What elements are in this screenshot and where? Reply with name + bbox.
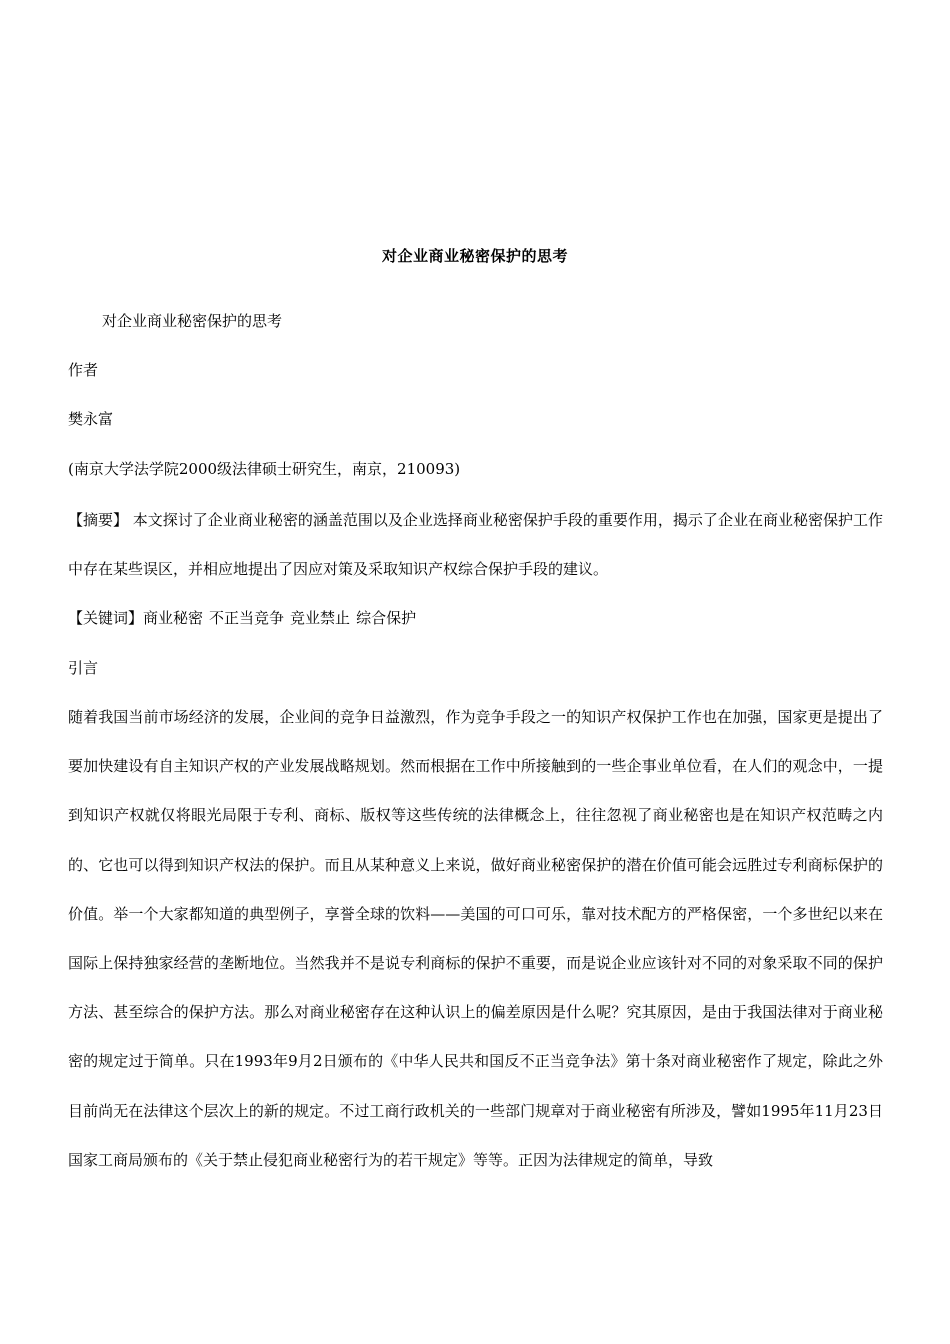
abstract-text: 本文探讨了企业商业秘密的涵盖范围以及企业选择商业秘密保护手段的重要作用，揭示了企业在商业秘密保护工作中存在某些误区，并相应地提出了因应对策及采取知识产权综合保护手段的建议。 xyxy=(68,511,883,579)
document-subtitle: 对企业商业秘密保护的思考 xyxy=(102,312,283,330)
author-label: 作者 xyxy=(68,361,99,379)
author-name: 樊永富 xyxy=(68,410,114,428)
keyword: 竞业禁止 xyxy=(290,609,351,627)
keyword: 商业秘密 xyxy=(143,609,204,627)
keyword: 不正当竞争 xyxy=(209,609,285,627)
keyword: 综合保护 xyxy=(356,609,417,627)
keywords xyxy=(68,607,883,629)
body-paragraph: 随着我国当前市场经济的发展，企业间的竞争日益激烈，作为竞争手段之一的知识产权保护工作也在加强，国家更是提出了要加快建设有自主知识产权的产业发展战略规划。然而根据在工作中所接触到的一些企事业单位看，在人们的观念中，一提到知识产权就仅将眼光局限于专利、商标、版权等这些传统的法律概念上，往往忽视了商业秘密也是在知识产权范畴之内的、它也可以得到知识产权法的保护。而且从某种意义上来说，做好商业秘密保护的潜在价值可能会远胜过专利商标保护的价值。举一个大家都知道的典型例子，享誉全球的饮料——美国的可口可乐，靠对技术配方的严格保密，一个多世纪以来在国际上保持独家经营的垄断地位。当然我并不是说专利商标的保护不重要，而是说企业应该针对不同的对象采取不同的保护方法、甚至综合的保护方法。那么对商业秘密存在这种认识上的偏差原因是什么呢？究其原因，是由于我国法律对于商业秘密的规定过于简单。只在1993年9月2日颁布的《中华人民共和国反不正当竞争法》第十条对商业秘密作了规定，除此之外目前尚无在法律这个层次上的新的规定。不过工商行政机关的一些部门规章对于商业秘密有所涉及，譬如1995年11月23日国家工商局颁布的《关于禁止侵犯商业秘密行为的若干规定》等等。正因为法律规定的简单，导致 xyxy=(68,708,883,1169)
abstract-label: 【摘要】 xyxy=(68,511,129,529)
author-affiliation: (南京大学法学院2000级法律硕士研究生，南京，210093) xyxy=(68,460,461,478)
intro-heading: 引言 xyxy=(68,659,99,677)
document-title: 对企业商业秘密保护的思考 xyxy=(381,247,568,265)
keywords-label: 【关键词】 xyxy=(68,609,144,627)
abstract xyxy=(68,496,883,594)
